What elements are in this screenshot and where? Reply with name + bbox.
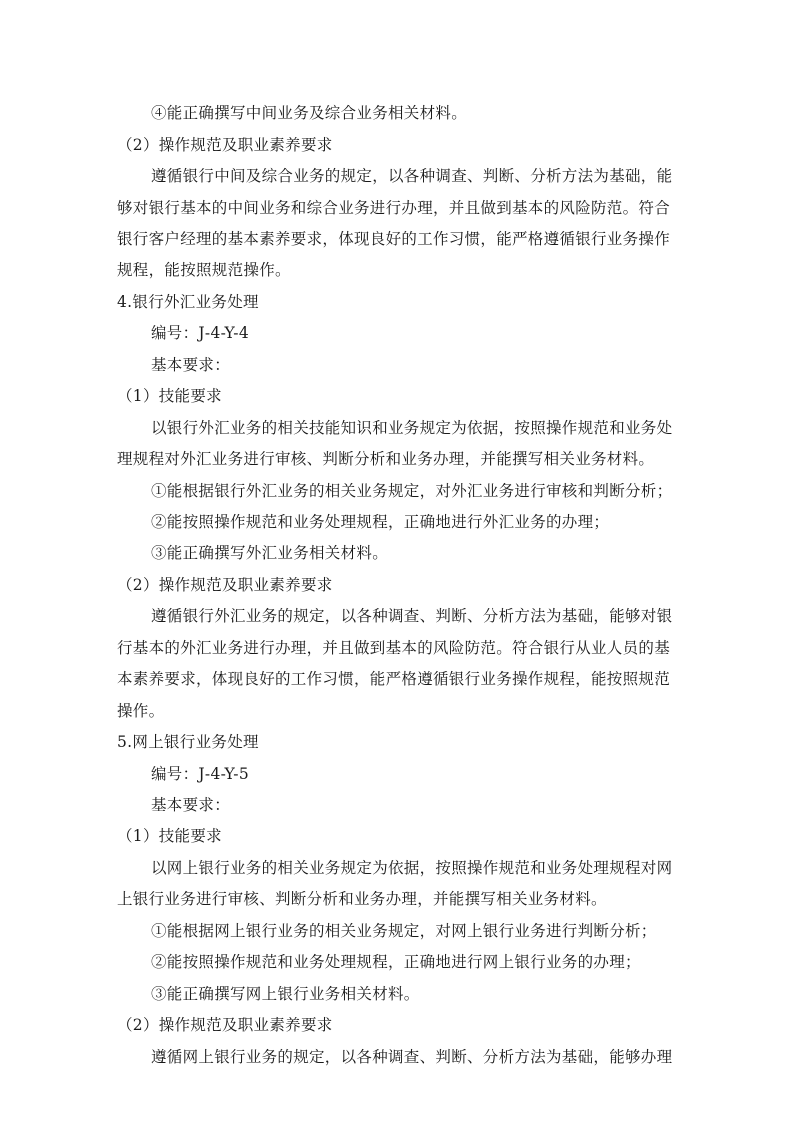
text-line: 遵循银行中间及综合业务的规定，以各种调查、判断、分析方法为基础，能 xyxy=(151,167,673,185)
text-line: 以银行外汇业务的相关技能知识和业务规定为依据，按照操作规范和业务处 xyxy=(151,419,673,437)
text-line: 基本要求： xyxy=(151,796,231,814)
code-line: 编号：J-4-Y-5 xyxy=(151,765,249,783)
text-line: 银行客户经理的基本素养要求，体现良好的工作习惯，能严格遵循银行业务操作 xyxy=(117,230,671,248)
section-heading: （1）技能要求 xyxy=(117,387,222,405)
text-line: 基本要求： xyxy=(151,356,231,374)
list-item: ①能根据银行外汇业务的相关业务规定，对外汇业务进行审核和判断分析； xyxy=(151,482,673,500)
section-heading: （2）操作规范及职业素养要求 xyxy=(117,136,333,154)
section-title: 5.网上银行业务处理 xyxy=(117,733,259,751)
text-line: 以网上银行业务的相关业务规定为依据，按照操作规范和业务处理规程对网 xyxy=(151,859,673,877)
text-line: 够对银行基本的中间业务和综合业务进行办理，并且做到基本的风险防范。符合 xyxy=(117,199,671,217)
section-heading: （1）技能要求 xyxy=(117,827,222,845)
section-title: 4.银行外汇业务处理 xyxy=(117,293,259,311)
text-line: 上银行业务进行审核、判断分析和业务办理，并能撰写相关业务材料。 xyxy=(117,890,607,908)
section-heading: （2）操作规范及职业素养要求 xyxy=(117,576,333,594)
text-line: 操作。 xyxy=(117,702,165,720)
text-line: 规程，能按照规范操作。 xyxy=(117,261,291,279)
section-heading: （2）操作规范及职业素养要求 xyxy=(117,1016,333,1034)
list-item: ②能按照操作规范和业务处理规程，正确地进行网上银行业务的办理； xyxy=(151,953,641,971)
list-item: ②能按照操作规范和业务处理规程，正确地进行外汇业务的办理； xyxy=(151,513,610,531)
list-item: ③能正确撰写外汇业务相关材料。 xyxy=(151,544,389,562)
code-line: 编号：J-4-Y-4 xyxy=(151,324,249,342)
list-item: ①能根据网上银行业务的相关业务规定，对网上银行业务进行判断分析； xyxy=(151,922,657,940)
text-line: 理规程对外汇业务进行审核、判断分析和业务办理，并能撰写相关业务材料。 xyxy=(117,450,655,468)
text-line: ④能正确撰写中间业务及综合业务相关材料。 xyxy=(151,104,468,122)
list-item: ③能正确撰写网上银行业务相关材料。 xyxy=(151,985,420,1003)
text-line: 遵循网上银行业务的规定，以各种调查、判断、分析方法为基础，能够办理 xyxy=(151,1048,673,1066)
text-line: 行基本的外汇业务进行办理，并且做到基本的风险防范。符合银行从业人员的基 xyxy=(117,639,671,657)
text-line: 本素养要求，体现良好的工作习惯，能严格遵循银行业务操作规程，能按照规范 xyxy=(117,670,671,688)
text-line: 遵循银行外汇业务的规定，以各种调查、判断、分析方法为基础，能够对银 xyxy=(151,607,673,625)
